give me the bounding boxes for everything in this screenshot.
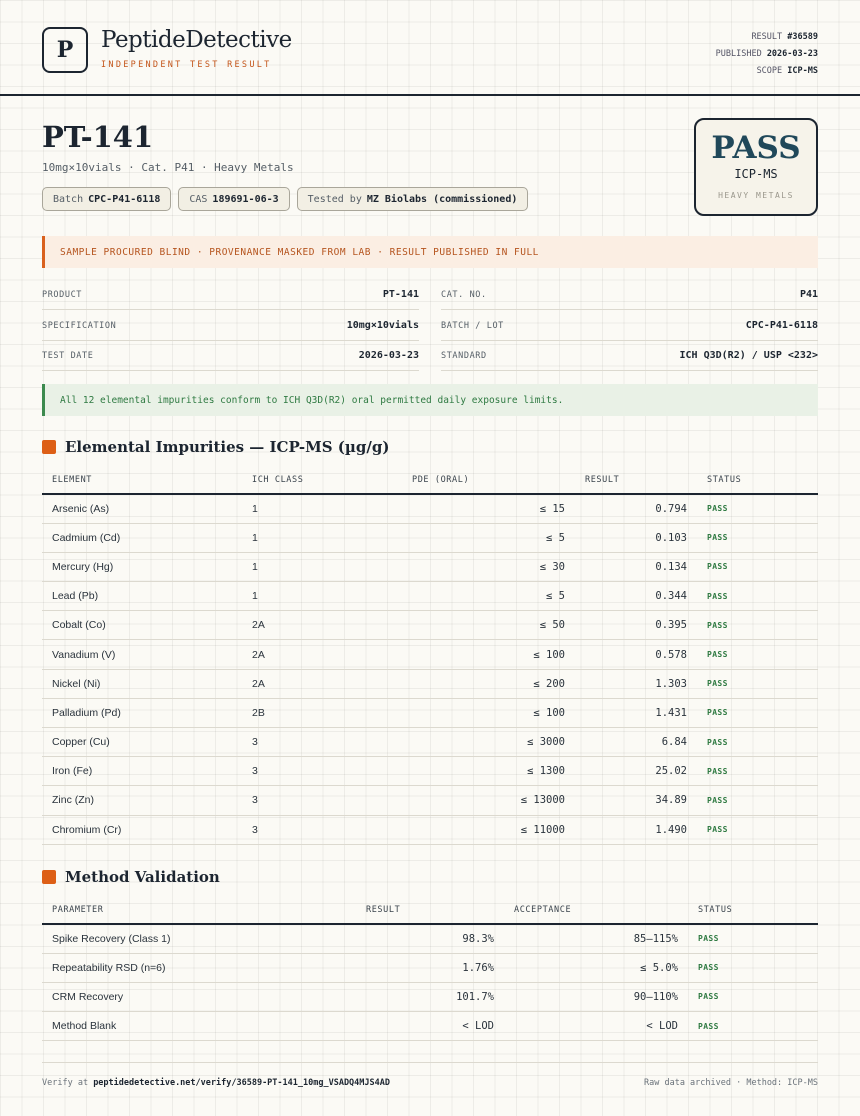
- product-subtitle: 10mg×10vials · Cat. P41 · Heavy Metals: [42, 161, 294, 174]
- section-title-text: Elemental Impurities — ICP-MS (µg/g): [65, 438, 390, 456]
- published-label: PUBLISHED: [715, 49, 762, 59]
- info-row-cat-no: [441, 280, 818, 310]
- result-cell: 0.794: [575, 494, 697, 523]
- result-meta: [716, 29, 818, 80]
- verify-line: [42, 1078, 390, 1088]
- parameter-cell: Spike Recovery (Class 1): [42, 924, 356, 953]
- verify-link[interactable]: peptidedetective.net/verify/36589-PT-141_10mg_VSADQ4MJS4AD: [93, 1077, 390, 1088]
- pde-cell: ≤ 200: [402, 669, 575, 698]
- element-cell: Arsenic (As): [42, 494, 242, 523]
- column-header: RESULT: [356, 896, 504, 924]
- ich-class-cell: 3: [242, 815, 402, 844]
- result-cell: 25.02: [575, 757, 697, 786]
- ich-class-cell: 1: [242, 523, 402, 552]
- info-row-batch: [441, 311, 818, 341]
- pde-cell: ≤ 50: [402, 611, 575, 640]
- parameter-cell: CRM Recovery: [42, 982, 356, 1011]
- parameter-cell: Repeatability RSD (n=6): [42, 953, 356, 982]
- pde-cell: ≤ 1300: [402, 757, 575, 786]
- column-header: RESULT: [575, 466, 697, 494]
- chip-value: MZ Biolabs (commissioned): [366, 193, 518, 205]
- ich-class-cell: 2B: [242, 698, 402, 727]
- section-marker-icon: [42, 870, 56, 884]
- impurities-table: [42, 466, 818, 845]
- ich-class-cell: 1: [242, 552, 402, 581]
- result-cell: 98.3%: [356, 924, 504, 953]
- column-header: STATUS: [697, 466, 818, 494]
- table-row: [42, 611, 818, 640]
- chip-label: CAS: [189, 193, 208, 205]
- status-badge: PASS: [697, 757, 818, 786]
- result-cell: 34.89: [575, 786, 697, 815]
- table-row: [42, 924, 818, 953]
- pde-cell: ≤ 11000: [402, 815, 575, 844]
- column-header: ELEMENT: [42, 466, 242, 494]
- chip-value: 189691-06-3: [212, 193, 279, 205]
- result-cell: 0.344: [575, 582, 697, 611]
- table-row: [42, 953, 818, 982]
- info-value: ICH Q3D(R2) / USP <232>: [679, 350, 818, 361]
- pde-cell: ≤ 100: [402, 698, 575, 727]
- validation-section-title: [42, 868, 220, 886]
- ich-class-cell: 1: [242, 582, 402, 611]
- verify-label: Verify at: [42, 1077, 89, 1088]
- verdict-scope: HEAVY METALS: [718, 191, 794, 200]
- batch-chip: [42, 187, 171, 211]
- table-row: [42, 494, 818, 523]
- table-row: [42, 640, 818, 669]
- column-header: PDE (ORAL): [402, 466, 575, 494]
- ich-class-cell: 3: [242, 757, 402, 786]
- cas-chip: [178, 187, 289, 211]
- table-row: [42, 669, 818, 698]
- table-row: [42, 1012, 818, 1041]
- conformance-note: All 12 elemental impurities conform to ICH Q3D(R2) oral permitted daily exposure limits.: [42, 384, 818, 416]
- table-row: [42, 552, 818, 581]
- section-marker-icon: [42, 440, 56, 454]
- status-badge: PASS: [688, 982, 818, 1011]
- status-badge: PASS: [697, 640, 818, 669]
- ich-class-cell: 2A: [242, 611, 402, 640]
- logo-icon: P: [42, 27, 88, 73]
- element-cell: Palladium (Pd): [42, 698, 242, 727]
- element-cell: Nickel (Ni): [42, 669, 242, 698]
- verdict-stamp: [694, 118, 818, 216]
- result-cell: 101.7%: [356, 982, 504, 1011]
- info-row-test-date: [42, 341, 419, 371]
- brand-subtitle: INDEPENDENT TEST RESULT: [101, 60, 272, 70]
- info-label: CAT. NO.: [441, 289, 487, 300]
- acceptance-cell: < LOD: [504, 1012, 688, 1041]
- info-value: CPC-P41-6118: [745, 320, 818, 331]
- info-label: STANDARD: [441, 350, 487, 361]
- table-row: [42, 786, 818, 815]
- acceptance-cell: 85–115%: [504, 924, 688, 953]
- parameter-cell: Method Blank: [42, 1012, 356, 1041]
- element-cell: Copper (Cu): [42, 728, 242, 757]
- status-badge: PASS: [697, 786, 818, 815]
- element-cell: Cobalt (Co): [42, 611, 242, 640]
- status-badge: PASS: [688, 1012, 818, 1041]
- result-cell: 1.490: [575, 815, 697, 844]
- pde-cell: ≤ 15: [402, 494, 575, 523]
- element-cell: Iron (Fe): [42, 757, 242, 786]
- archive-note: Raw data archived · Method: ICP-MS: [644, 1077, 818, 1088]
- element-cell: Chromium (Cr): [42, 815, 242, 844]
- result-cell: 1.76%: [356, 953, 504, 982]
- tested-by-chip: [297, 187, 529, 211]
- table-row: [42, 582, 818, 611]
- info-row-specification: [42, 311, 419, 341]
- result-cell: 1.303: [575, 669, 697, 698]
- product-chips: [42, 187, 528, 211]
- status-badge: PASS: [697, 669, 818, 698]
- ich-class-cell: 2A: [242, 669, 402, 698]
- validation-table: [42, 896, 818, 1041]
- brand-name: PeptideDetective: [101, 27, 292, 53]
- provenance-banner: SAMPLE PROCURED BLIND · PROVENANCE MASKED FROM LAB · RESULT PUBLISHED IN FULL: [42, 236, 818, 268]
- status-badge: PASS: [697, 728, 818, 757]
- info-label: PRODUCT: [42, 289, 83, 300]
- page-footer: [42, 1062, 818, 1102]
- pde-cell: ≤ 3000: [402, 728, 575, 757]
- table-row: [42, 757, 818, 786]
- element-cell: Vanadium (V): [42, 640, 242, 669]
- product-title: PT-141: [42, 120, 154, 154]
- column-header: STATUS: [688, 896, 818, 924]
- element-cell: Zinc (Zn): [42, 786, 242, 815]
- result-number: #36589: [787, 32, 818, 42]
- result-cell: 0.134: [575, 552, 697, 581]
- result-cell: 6.84: [575, 728, 697, 757]
- status-badge: PASS: [697, 611, 818, 640]
- validation-table-body: [42, 924, 818, 1041]
- status-badge: PASS: [688, 953, 818, 982]
- info-value: 2026-03-23: [358, 350, 419, 361]
- info-label: SPECIFICATION: [42, 320, 117, 331]
- impurities-section-title: [42, 438, 389, 456]
- result-cell: 0.395: [575, 611, 697, 640]
- section-title-text: Method Validation: [65, 868, 220, 886]
- chip-value: CPC-P41-6118: [88, 193, 161, 205]
- status-badge: PASS: [697, 552, 818, 581]
- table-row: [42, 698, 818, 727]
- table-header-row: [42, 896, 818, 924]
- pde-cell: ≤ 5: [402, 582, 575, 611]
- status-badge: PASS: [697, 523, 818, 552]
- column-header: PARAMETER: [42, 896, 356, 924]
- scope-value: ICP-MS: [787, 66, 818, 76]
- element-cell: Mercury (Hg): [42, 552, 242, 581]
- ich-class-cell: 1: [242, 494, 402, 523]
- status-badge: PASS: [697, 815, 818, 844]
- verdict-word: PASS: [711, 130, 801, 166]
- table-row: [42, 728, 818, 757]
- table-row: [42, 982, 818, 1011]
- status-badge: PASS: [697, 582, 818, 611]
- status-badge: PASS: [688, 924, 818, 953]
- result-cell: 1.431: [575, 698, 697, 727]
- column-header: ICH CLASS: [242, 466, 402, 494]
- info-label: TEST DATE: [42, 350, 94, 361]
- table-row: [42, 815, 818, 844]
- status-badge: PASS: [697, 698, 818, 727]
- result-cell: 0.578: [575, 640, 697, 669]
- acceptance-cell: 90–110%: [504, 982, 688, 1011]
- element-cell: Cadmium (Cd): [42, 523, 242, 552]
- scope-label: SCOPE: [756, 66, 783, 76]
- ich-class-cell: 3: [242, 728, 402, 757]
- pde-cell: ≤ 100: [402, 640, 575, 669]
- info-label: BATCH / LOT: [441, 320, 504, 331]
- info-value: PT-141: [382, 289, 419, 300]
- pde-cell: ≤ 30: [402, 552, 575, 581]
- info-value: 10mg×10vials: [346, 320, 419, 331]
- column-header: ACCEPTANCE: [504, 896, 688, 924]
- result-cell: 0.103: [575, 523, 697, 552]
- verdict-method: ICP-MS: [734, 167, 778, 181]
- ich-class-cell: 3: [242, 786, 402, 815]
- acceptance-cell: ≤ 5.0%: [504, 953, 688, 982]
- pde-cell: ≤ 13000: [402, 786, 575, 815]
- info-row-standard: [441, 341, 818, 371]
- status-badge: PASS: [697, 494, 818, 523]
- info-row-product: [42, 280, 419, 310]
- pde-cell: ≤ 5: [402, 523, 575, 552]
- ich-class-cell: 2A: [242, 640, 402, 669]
- published-date: 2026-03-23: [766, 49, 818, 59]
- element-cell: Lead (Pb): [42, 582, 242, 611]
- impurities-table-body: [42, 494, 818, 844]
- page-header: [0, 0, 860, 96]
- result-cell: < LOD: [356, 1012, 504, 1041]
- result-label: RESULT: [751, 32, 783, 42]
- table-header-row: [42, 466, 818, 494]
- info-value: P41: [799, 289, 818, 300]
- chip-label: Batch: [53, 193, 84, 205]
- table-row: [42, 523, 818, 552]
- chip-label: Tested by: [307, 193, 362, 205]
